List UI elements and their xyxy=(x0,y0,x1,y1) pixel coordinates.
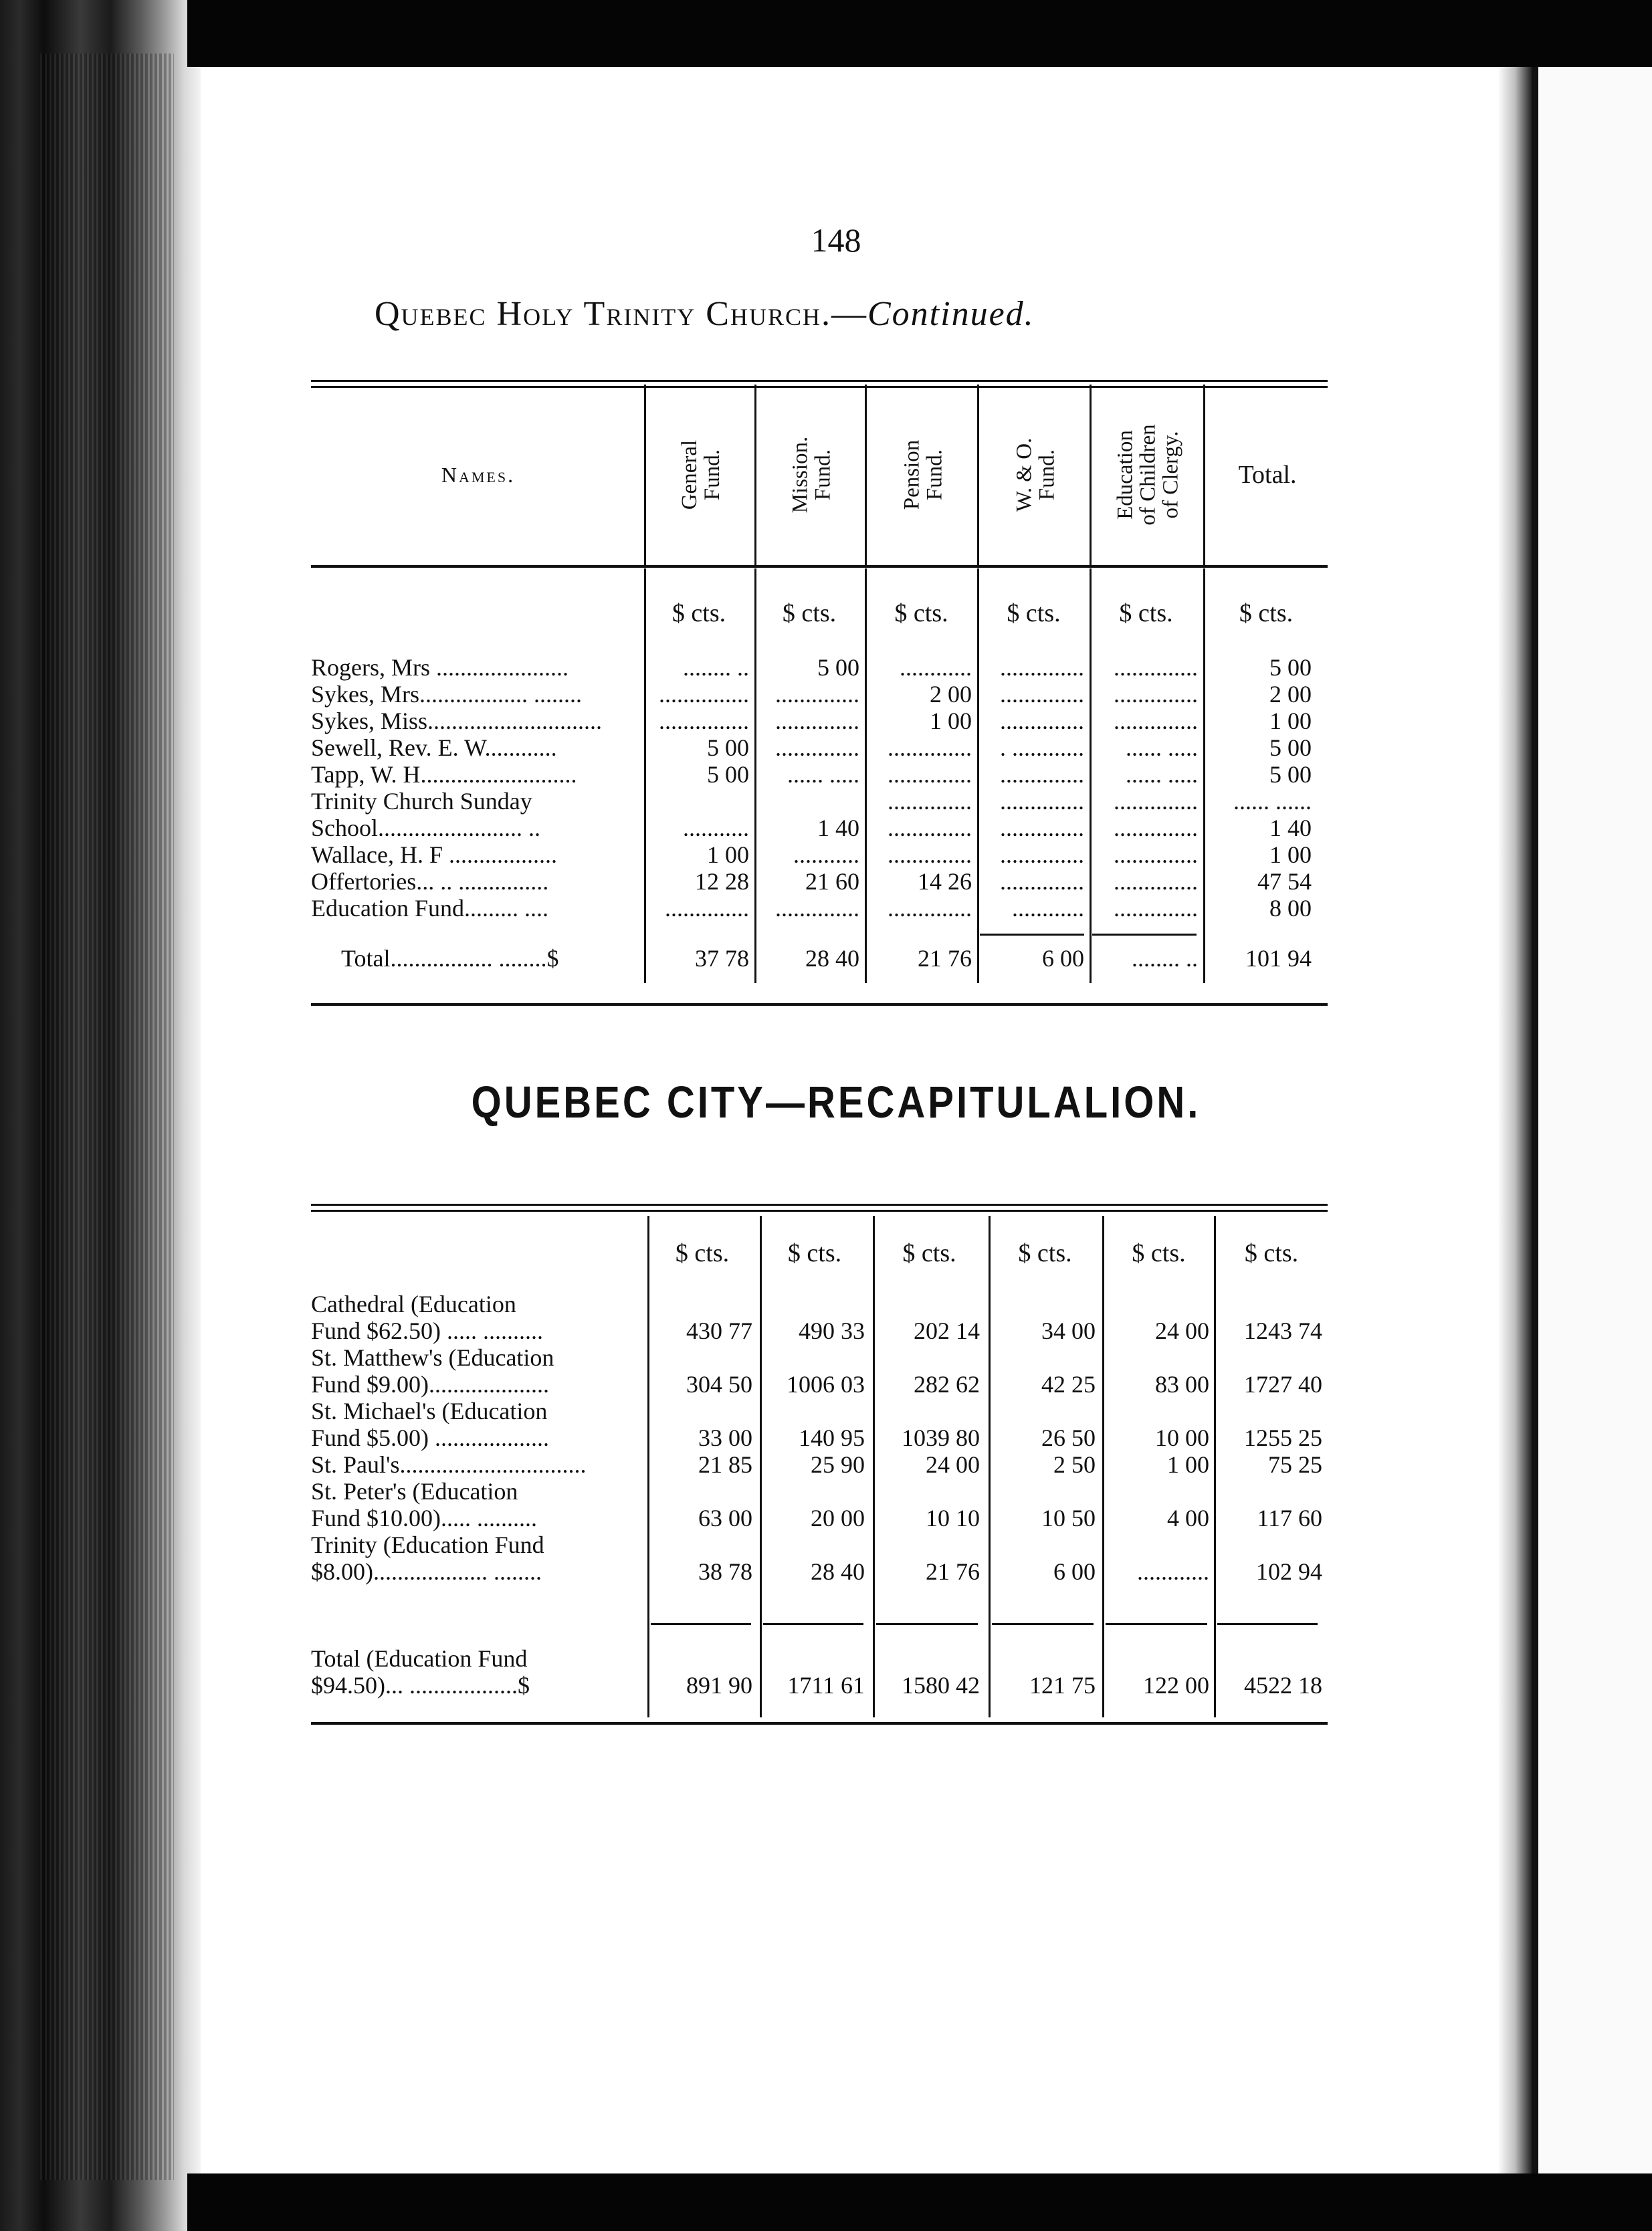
row-name-line2: Fund $9.00).................... xyxy=(311,1371,550,1398)
cell-education: 4 00 xyxy=(1167,1505,1209,1531)
table-row xyxy=(311,1505,1328,1531)
cell-education: 10 00 xyxy=(1155,1424,1209,1451)
table2-currency-row xyxy=(311,1239,1328,1279)
cell-total: 5 00 xyxy=(1269,734,1312,761)
cell-total: 102 94 xyxy=(1256,1558,1322,1585)
row-name-line2: Fund $62.50) ..... .......... xyxy=(311,1317,544,1344)
table-total-row xyxy=(311,945,1328,972)
cell-general: 5 00 xyxy=(707,734,749,761)
cell-mission: 1 40 xyxy=(817,815,859,841)
cell-mission: 28 40 xyxy=(811,1558,865,1585)
row-name: Rogers, Mrs ...................... xyxy=(311,654,569,681)
cell-wo: 42 25 xyxy=(1041,1371,1096,1398)
subtotal-rule xyxy=(1092,934,1197,936)
currency-label: $ cts. xyxy=(782,599,837,627)
section-title-main: Quebec Holy Trinity Church.— xyxy=(375,295,867,333)
cell-education: .............. xyxy=(1114,708,1198,734)
cell-education: .............. xyxy=(1114,654,1198,681)
cell-mission: 21 60 xyxy=(805,868,859,895)
table-row xyxy=(311,895,1328,922)
cell-mission: 140 95 xyxy=(799,1424,865,1451)
table-row xyxy=(311,1478,1328,1505)
cell-wo: 6 00 xyxy=(1042,945,1084,972)
currency-label: $ cts. xyxy=(894,599,948,627)
table-row xyxy=(311,1371,1328,1398)
facing-page-edge xyxy=(1532,67,1652,2173)
row-name-line2: Fund $10.00)..... .......... xyxy=(311,1505,538,1531)
row-name: Offertories... .. ............... xyxy=(311,868,549,895)
cell-total: ...... ...... xyxy=(1233,788,1312,815)
cell-total: 75 25 xyxy=(1268,1451,1322,1478)
cell-wo: .............. xyxy=(1000,788,1084,815)
spine-texture xyxy=(40,54,174,2180)
table-row xyxy=(311,761,1328,788)
table1-header-rule xyxy=(311,565,1328,568)
cell-pension: 24 00 xyxy=(926,1451,980,1478)
cell-total: 2 00 xyxy=(1269,681,1312,708)
header-names: Names. xyxy=(441,462,516,487)
cell-pension: 14 26 xyxy=(918,868,972,895)
total-rule xyxy=(651,1623,751,1625)
cell-pension: 2 00 xyxy=(930,681,972,708)
row-name-line1: St. Michael's (Education xyxy=(311,1398,548,1424)
cell-total: 1255 25 xyxy=(1244,1424,1322,1451)
cell-general: 38 78 xyxy=(698,1558,752,1585)
cell-wo: 10 50 xyxy=(1041,1505,1096,1531)
cell-general: 304 50 xyxy=(686,1371,752,1398)
cell-mission: 5 00 xyxy=(817,654,859,681)
header-total xyxy=(1203,385,1330,565)
cell-wo: 121 75 xyxy=(1029,1672,1096,1699)
cell-total: 1 40 xyxy=(1269,815,1312,841)
currency-label: $ cts. xyxy=(1239,599,1294,627)
cell-education: .............. xyxy=(1114,788,1198,815)
header-mission-fund xyxy=(754,385,867,565)
cell-mission: ........... xyxy=(793,841,859,868)
cell-pension: .............. xyxy=(888,761,972,788)
cell-pension: 282 62 xyxy=(914,1371,980,1398)
row-name-line1: Cathedral (Education xyxy=(311,1291,516,1317)
cell-wo: .............. xyxy=(1000,681,1084,708)
table-row xyxy=(311,841,1328,868)
currency-label: $ cts. xyxy=(1244,1239,1299,1267)
cell-mission: 20 00 xyxy=(811,1505,865,1531)
row-name-line2: St. Paul's............................... xyxy=(311,1451,587,1478)
cell-wo: .............. xyxy=(1000,815,1084,841)
scan-bottom-border xyxy=(187,2173,1652,2231)
cell-general: .............. xyxy=(665,895,749,922)
row-name: Wallace, H. F .................. xyxy=(311,841,558,868)
cell-general: 1 00 xyxy=(707,841,749,868)
cell-pension: .............. xyxy=(888,841,972,868)
row-name: Education Fund......... .... xyxy=(311,895,548,922)
section-title xyxy=(375,294,1311,334)
cell-pension: .............. xyxy=(888,734,972,761)
currency-label: $ cts. xyxy=(1007,599,1061,627)
currency-label: $ cts. xyxy=(1018,1239,1072,1267)
cell-pension: .............. xyxy=(888,895,972,922)
cell-pension: 1580 42 xyxy=(902,1672,980,1699)
cell-education: .............. xyxy=(1114,895,1198,922)
section-title-continued: Continued. xyxy=(867,295,1035,333)
row-name: Total................. ........$ xyxy=(341,945,559,972)
cell-total: 101 94 xyxy=(1245,945,1312,972)
table-total-row xyxy=(311,1672,1328,1699)
row-name: Trinity Church Sunday xyxy=(311,788,532,815)
cell-wo: 26 50 xyxy=(1041,1424,1096,1451)
cell-total: 1243 74 xyxy=(1244,1317,1322,1344)
cell-education: 83 00 xyxy=(1155,1371,1209,1398)
cell-general: ............... xyxy=(659,708,749,734)
cell-mission: .............. xyxy=(775,734,859,761)
total-rule xyxy=(1106,1623,1207,1625)
recapitulation-title: QUEBEC CITY—RECAPITULALION. xyxy=(471,1077,1201,1128)
cell-education: .............. xyxy=(1114,815,1198,841)
row-name: School........................ .. xyxy=(311,815,541,841)
cell-education: .............. xyxy=(1114,868,1198,895)
cell-wo: 6 00 xyxy=(1053,1558,1096,1585)
row-name-line2: $8.00)................... ........ xyxy=(311,1558,542,1585)
cell-pension: ............ xyxy=(900,654,972,681)
table-row xyxy=(311,1291,1328,1317)
cell-general: 5 00 xyxy=(707,761,749,788)
row-name: Sykes, Miss............................. xyxy=(311,708,603,734)
cell-general: 37 78 xyxy=(695,945,749,972)
header-education-text: Education of Children of Clergy. xyxy=(1113,424,1183,526)
header-education-fund xyxy=(1090,385,1205,565)
cell-wo: . ............ xyxy=(1000,734,1084,761)
cell-education: ............ xyxy=(1137,1558,1209,1585)
currency-label: $ cts. xyxy=(672,599,726,627)
cell-wo: 34 00 xyxy=(1041,1317,1096,1344)
total-rule xyxy=(1217,1623,1318,1625)
book-spine-edge xyxy=(0,0,201,2231)
row-name: Sykes, Mrs.................. ........ xyxy=(311,681,583,708)
cell-total: 1 00 xyxy=(1269,708,1312,734)
table-row xyxy=(311,1344,1328,1371)
table-row xyxy=(311,1531,1328,1558)
header-mission-text: Mission. Fund. xyxy=(788,436,835,514)
table-row xyxy=(311,1424,1328,1451)
total-rule xyxy=(992,1623,1094,1625)
cell-total: 5 00 xyxy=(1269,654,1312,681)
cell-general: 33 00 xyxy=(698,1424,752,1451)
row-name-line2: $94.50)... ..................$ xyxy=(311,1672,530,1699)
header-total-text: Total. xyxy=(1238,461,1297,489)
cell-general: 430 77 xyxy=(686,1317,752,1344)
currency-label: $ cts. xyxy=(787,1239,842,1267)
cell-total: 47 54 xyxy=(1257,868,1312,895)
cell-wo: .............. xyxy=(1000,708,1084,734)
cell-education: 24 00 xyxy=(1155,1317,1209,1344)
table-row xyxy=(311,681,1328,708)
header-wo-text: W. & O. Fund. xyxy=(1012,437,1059,512)
cell-pension: 10 10 xyxy=(926,1505,980,1531)
cell-pension: 1 00 xyxy=(930,708,972,734)
cell-total: 4522 18 xyxy=(1244,1672,1322,1699)
gutter-shadow xyxy=(1498,67,1532,2173)
currency-label: $ cts. xyxy=(902,1239,956,1267)
row-name-line1: St. Peter's (Education xyxy=(311,1478,518,1505)
cell-general: 63 00 xyxy=(698,1505,752,1531)
cell-general: ............... xyxy=(659,681,749,708)
cell-education: 122 00 xyxy=(1143,1672,1209,1699)
table1-currency-row xyxy=(311,599,1328,639)
cell-pension: 202 14 xyxy=(914,1317,980,1344)
cell-education: ........ .. xyxy=(1132,945,1198,972)
row-name-line2: Fund $5.00) ................... xyxy=(311,1424,550,1451)
table-total-row xyxy=(311,1645,1328,1672)
cell-education: .............. xyxy=(1114,841,1198,868)
table-row xyxy=(311,868,1328,895)
cell-pension: .............. xyxy=(888,815,972,841)
header-pension-text: Pension Fund. xyxy=(899,439,946,510)
header-general-fund xyxy=(644,385,756,565)
cell-mission: ...... ..... xyxy=(787,761,859,788)
cell-total: 117 60 xyxy=(1257,1505,1322,1531)
cell-pension: 1039 80 xyxy=(902,1424,980,1451)
table-row xyxy=(311,788,1328,815)
cell-pension: 21 76 xyxy=(918,945,972,972)
cell-total: 1727 40 xyxy=(1244,1371,1322,1398)
subtotal-rule xyxy=(980,934,1084,936)
cell-pension: .............. xyxy=(888,788,972,815)
table1-bottom-rule xyxy=(311,1003,1328,1006)
table2-bottom-rule xyxy=(311,1722,1328,1725)
cell-mission: 490 33 xyxy=(799,1317,865,1344)
cell-total: 1 00 xyxy=(1269,841,1312,868)
cell-mission: .............. xyxy=(775,681,859,708)
row-name-line1: St. Matthew's (Education xyxy=(311,1344,554,1371)
currency-label: $ cts. xyxy=(1132,1239,1186,1267)
cell-general: 891 90 xyxy=(686,1672,752,1699)
row-name-line1: Total (Education Fund xyxy=(311,1645,528,1672)
cell-pension: 21 76 xyxy=(926,1558,980,1585)
cell-total: 5 00 xyxy=(1269,761,1312,788)
cell-wo: .............. xyxy=(1000,868,1084,895)
cell-education: ...... ..... xyxy=(1126,761,1198,788)
cell-mission: 1006 03 xyxy=(787,1371,865,1398)
cell-mission: 25 90 xyxy=(811,1451,865,1478)
scan-top-border xyxy=(187,0,1652,67)
cell-mission: 1711 61 xyxy=(787,1672,865,1699)
cell-education: 1 00 xyxy=(1167,1451,1209,1478)
currency-label: $ cts. xyxy=(1119,599,1173,627)
cell-education: ...... ..... xyxy=(1126,734,1198,761)
table-row xyxy=(311,815,1328,841)
total-rule xyxy=(763,1623,863,1625)
header-general-text: General Fund. xyxy=(678,439,725,510)
cell-total: 8 00 xyxy=(1269,895,1312,922)
table-row xyxy=(311,1451,1328,1478)
cell-mission: 28 40 xyxy=(805,945,859,972)
currency-label: $ cts. xyxy=(675,1239,730,1267)
total-rule xyxy=(876,1623,978,1625)
cell-wo: .............. xyxy=(1000,654,1084,681)
cell-general: ........... xyxy=(683,815,749,841)
table2-top-rule xyxy=(311,1204,1328,1212)
header-pension-fund xyxy=(865,385,979,565)
table-row xyxy=(311,708,1328,734)
cell-wo: .............. xyxy=(1000,761,1084,788)
cell-general: 12 28 xyxy=(695,868,749,895)
cell-wo: 2 50 xyxy=(1053,1451,1096,1478)
table-row xyxy=(311,1317,1328,1344)
row-name: Tapp, W. H.......................... xyxy=(311,761,577,788)
table-row xyxy=(311,1558,1328,1585)
cell-wo: ............ xyxy=(1012,895,1084,922)
cell-general: ........ .. xyxy=(683,654,749,681)
cell-mission: .............. xyxy=(775,895,859,922)
page-number: 148 xyxy=(811,221,861,259)
header-wo-fund xyxy=(977,385,1092,565)
table-row xyxy=(311,734,1328,761)
cell-mission: .............. xyxy=(775,708,859,734)
row-name-line1: Trinity (Education Fund xyxy=(311,1531,544,1558)
table-row xyxy=(311,1398,1328,1424)
cell-education: .............. xyxy=(1114,681,1198,708)
table-row xyxy=(311,654,1328,681)
row-name: Sewell, Rev. E. W............ xyxy=(311,734,557,761)
cell-general: 21 85 xyxy=(698,1451,752,1478)
table1-header xyxy=(311,385,1328,565)
cell-wo: .............. xyxy=(1000,841,1084,868)
